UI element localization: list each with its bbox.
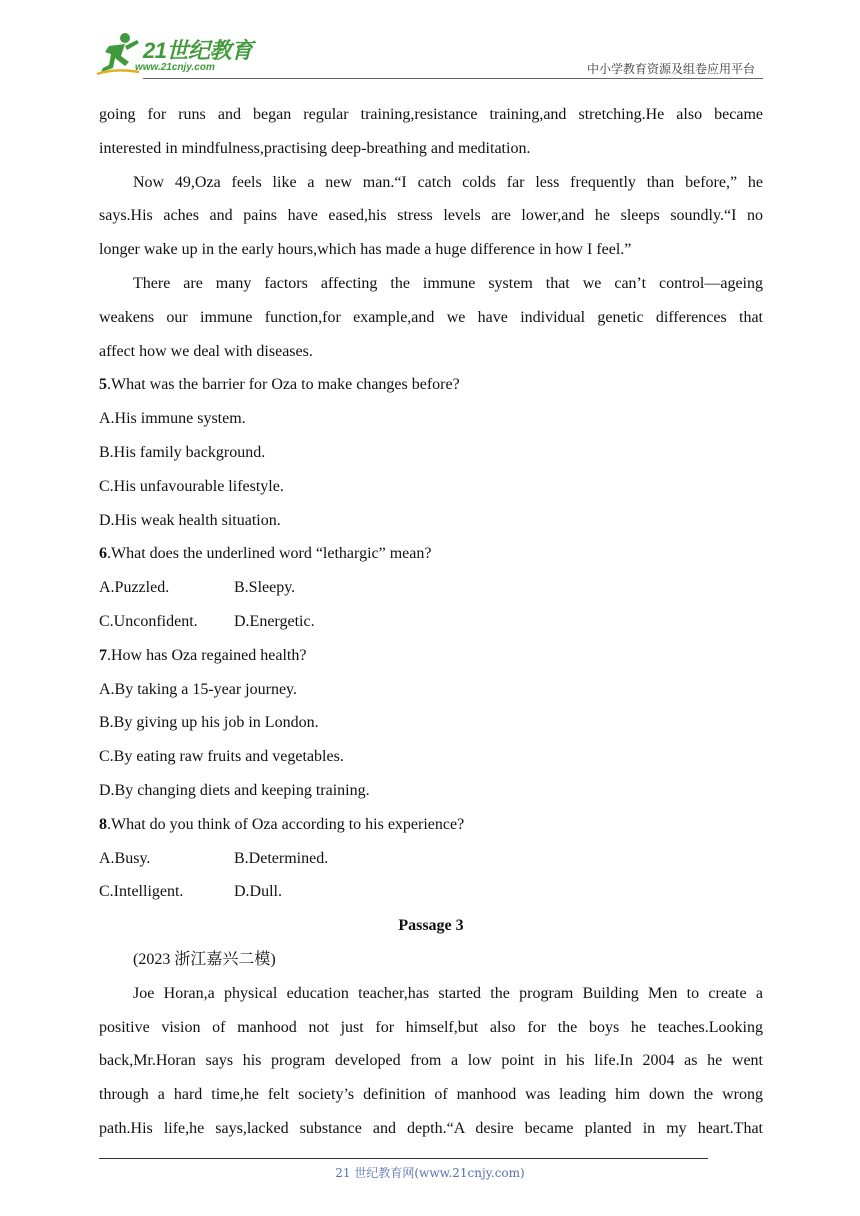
document-body — [99, 98, 763, 1146]
paragraph-line: longer wake up in the early hours,which has made a huge difference in how I feel.” — [99, 241, 632, 259]
option-a: A.Puzzled. — [99, 579, 170, 597]
paragraph-line: going for runs and began regular training,resistance training,and stretching.He also became — [99, 106, 763, 123]
question-text: .What do you think of Oza according to his experience? — [107, 815, 465, 833]
question-text: .What does the underlined word “lethargic” mean? — [107, 545, 432, 563]
option-c: C.Unconfident. — [99, 612, 198, 630]
option-d: D.His weak health situation. — [99, 511, 281, 529]
paragraph-line: Joe Horan,a physical education teacher,has started the program Building Men to create a — [133, 984, 763, 1002]
option-b: B.By giving up his job in London. — [99, 714, 319, 732]
option-row — [99, 842, 763, 876]
passage-title: Passage 3 — [398, 917, 464, 935]
option-a: A.By taking a 15-year journey. — [99, 680, 298, 698]
option-d: D.By changing diets and keeping training. — [99, 781, 370, 799]
logo-text: 21世纪教育 — [143, 38, 253, 63]
paragraph-line: path.His life,he says,lacked substance and depth.“A desire became planted in my heart.That — [99, 1119, 763, 1137]
option-b: B.His family background. — [99, 443, 266, 461]
question-text: .How has Oza regained health? — [107, 646, 307, 664]
question-number: 5 — [99, 376, 107, 394]
paragraph-line: says.His aches and pains have eased,his stress levels are lower,and he sleeps soundly.“I no — [99, 207, 763, 225]
footer-divider — [99, 1158, 708, 1159]
question-number: 7 — [99, 646, 107, 664]
paragraph-line: through a hard time,he felt society’s definition of manhood was leading him down the wrong — [99, 1086, 763, 1104]
logo-url: www.21cnjy.com — [135, 62, 215, 73]
site-logo — [95, 32, 265, 76]
passage-source: (2023 浙江嘉兴二模) — [133, 950, 276, 968]
paragraph-line: There are many factors affecting the immune system that we can’t control—ageing — [133, 274, 763, 292]
header-divider — [143, 78, 763, 79]
question-8 — [99, 808, 763, 842]
paragraph-line: weakens our immune function,for example,and we have individual genetic differences that — [99, 308, 763, 326]
platform-tagline: 中小学教育资源及组卷应用平台 — [586, 62, 755, 76]
option-c: C.His unfavourable lifestyle. — [99, 477, 284, 495]
option-d: D.Energetic. — [234, 612, 315, 630]
question-5 — [99, 368, 763, 402]
question-6 — [99, 537, 763, 571]
option-a: A.His immune system. — [99, 410, 246, 428]
option-b: B.Determined. — [234, 849, 329, 867]
option-row — [99, 605, 763, 639]
option-row — [99, 571, 763, 605]
page-header — [95, 28, 763, 78]
option-c: C.By eating raw fruits and vegetables. — [99, 748, 344, 766]
question-7 — [99, 639, 763, 673]
option-b: B.Sleepy. — [234, 579, 296, 597]
option-row — [99, 875, 763, 909]
paragraph-line: interested in mindfulness,practising deep-breathing and meditation. — [99, 139, 531, 157]
option-d: D.Dull. — [234, 883, 282, 901]
paragraph-line: positive vision of manhood not just for himself,but also for the boys he teaches.Looking — [99, 1018, 763, 1036]
option-a: A.Busy. — [99, 849, 151, 867]
question-text: .What was the barrier for Oza to make changes before? — [107, 376, 460, 394]
page-footer: 21 世纪教育网(www.21cnjy.com) — [335, 1166, 525, 1180]
option-c: C.Intelligent. — [99, 883, 184, 901]
paragraph-line: Now 49,Oza feels like a new man.“I catch colds far less frequently than before,” he — [133, 173, 763, 191]
question-number: 8 — [99, 815, 107, 833]
paragraph-line: affect how we deal with diseases. — [99, 342, 313, 360]
question-number: 6 — [99, 545, 107, 563]
paragraph-line: back,Mr.Horan says his program developed from a low point in his life.In 2004 as he went — [99, 1052, 763, 1070]
